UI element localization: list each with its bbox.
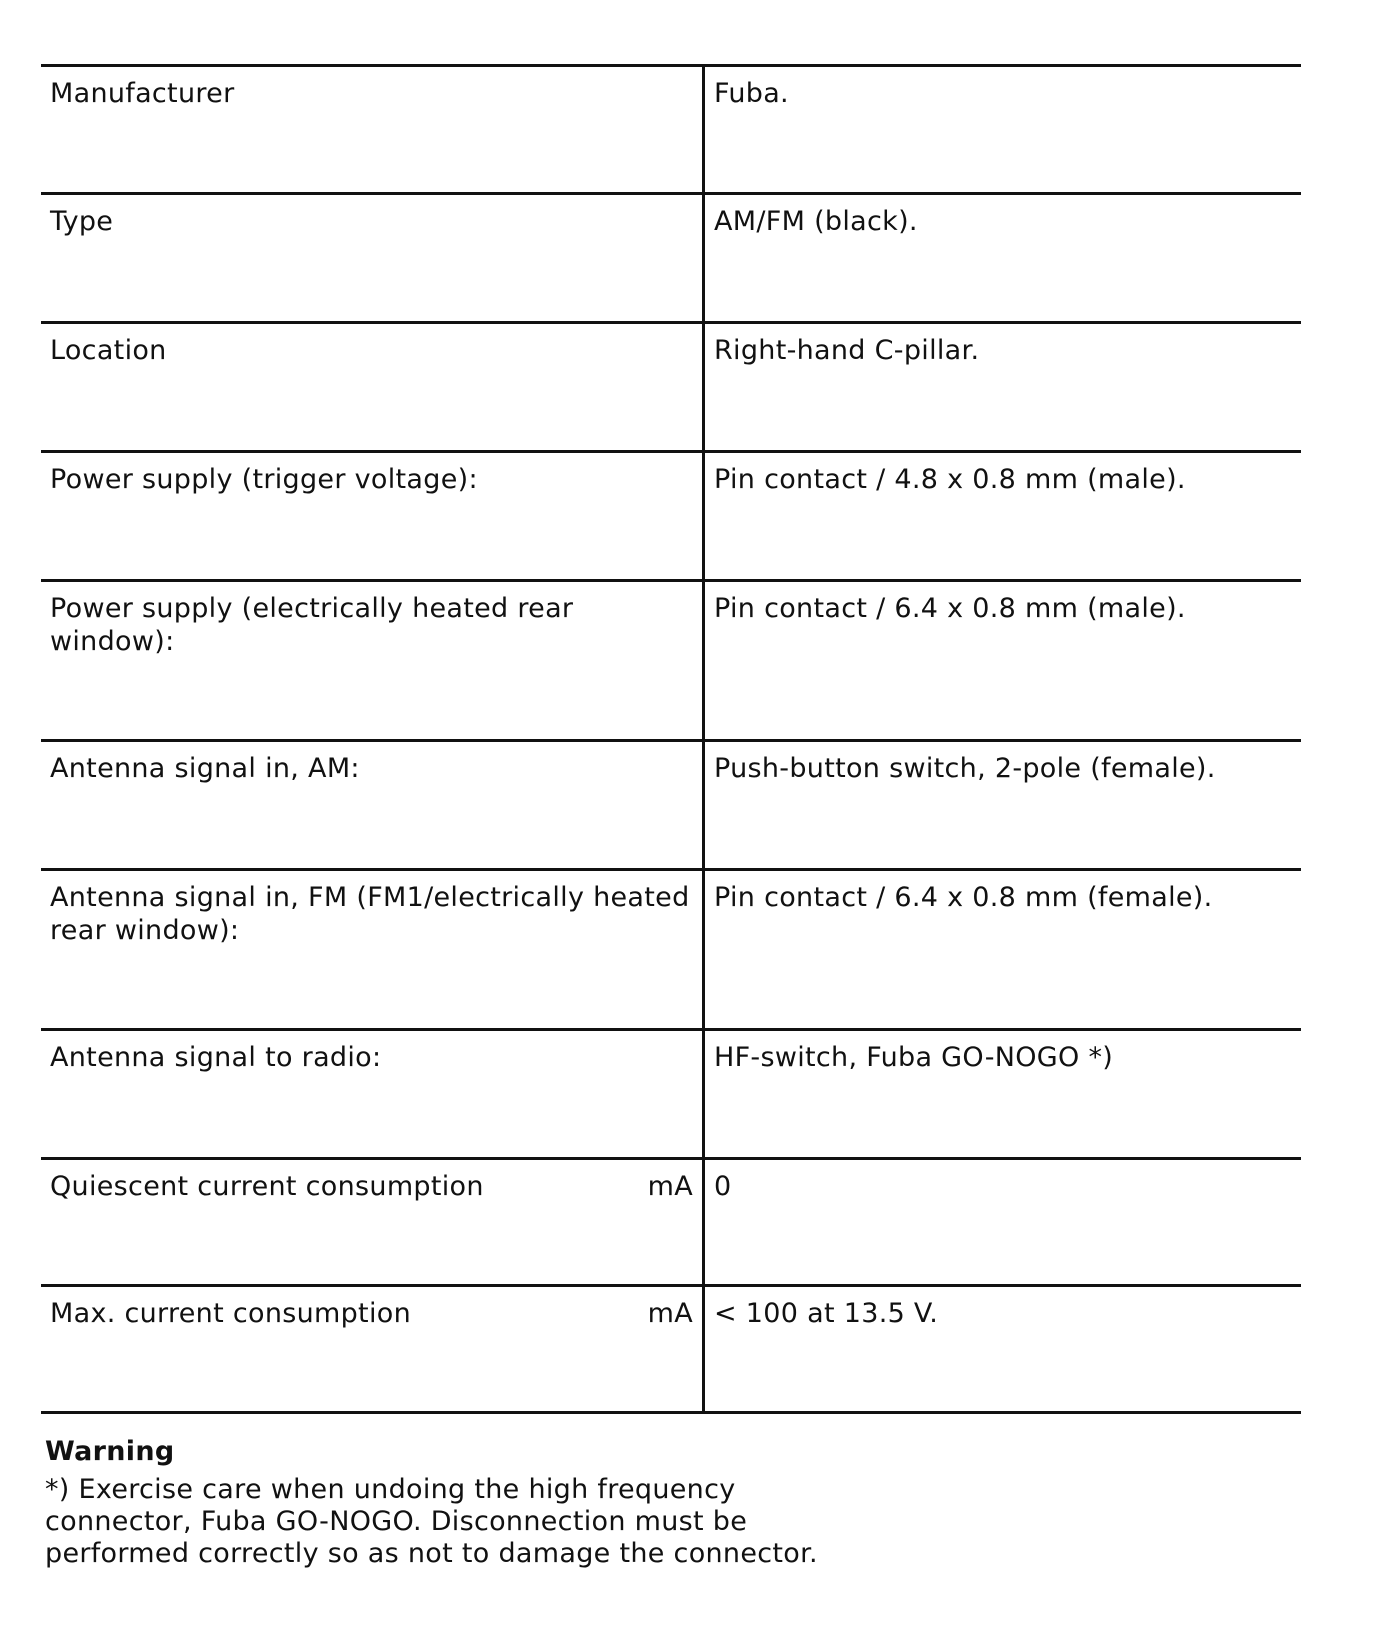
row-label: Type [50, 206, 114, 237]
row-label-cell [41, 66, 704, 194]
table-row [41, 194, 1301, 323]
row-label-cell [41, 1286, 704, 1413]
warning-text: *) Exercise care when undoing the high frequency connector, Fuba GO-NOGO. Disconnection must be performed correctly so as not to damage the connector. [45, 1474, 818, 1569]
table-row [41, 870, 1301, 1030]
row-label: Max. current consumption [50, 1298, 411, 1329]
specification-table [41, 64, 1301, 1414]
table-row [41, 741, 1301, 870]
row-label: Antenna signal to radio: [50, 1042, 382, 1073]
row-label: Antenna signal in, FM (FM1/electrically heated rear window): [50, 882, 690, 946]
row-value: Pin contact / 6.4 x 0.8 mm (male). [704, 581, 1302, 741]
row-label-cell [41, 870, 704, 1030]
row-unit: mA [647, 1298, 693, 1329]
row-label: Quiescent current consumption [50, 1171, 484, 1202]
table-row [41, 1286, 1301, 1413]
warning-note [45, 1436, 865, 1570]
row-value: Fuba. [704, 66, 1302, 194]
row-value: Push-button switch, 2-pole (female). [704, 741, 1302, 870]
row-value: Pin contact / 4.8 x 0.8 mm (male). [704, 452, 1302, 581]
row-unit: mA [647, 1171, 693, 1202]
row-value: AM/FM (black). [704, 194, 1302, 323]
row-label-cell [41, 323, 704, 452]
row-label-cell [41, 452, 704, 581]
row-label-cell [41, 581, 704, 741]
table-row [41, 323, 1301, 452]
row-label: Manufacturer [50, 78, 235, 109]
row-label: Location [50, 335, 167, 366]
row-value: Pin contact / 6.4 x 0.8 mm (female). [704, 870, 1302, 1030]
table-row [41, 66, 1301, 194]
row-label-cell [41, 194, 704, 323]
warning-title: Warning [45, 1436, 175, 1467]
row-label-cell [41, 1030, 704, 1159]
row-value: < 100 at 13.5 V. [704, 1286, 1302, 1413]
row-value: 0 [704, 1159, 1302, 1286]
row-label: Power supply (trigger voltage): [50, 464, 478, 495]
row-label: Power supply (electrically heated rear window): [50, 593, 574, 657]
row-label-cell [41, 1159, 704, 1286]
table-row [41, 1159, 1301, 1286]
row-value: Right-hand C-pillar. [704, 323, 1302, 452]
row-value: HF-switch, Fuba GO-NOGO *) [704, 1030, 1302, 1159]
row-label: Antenna signal in, AM: [50, 753, 360, 784]
table-row [41, 581, 1301, 741]
row-label-cell [41, 741, 704, 870]
table-row [41, 1030, 1301, 1159]
table-row [41, 452, 1301, 581]
